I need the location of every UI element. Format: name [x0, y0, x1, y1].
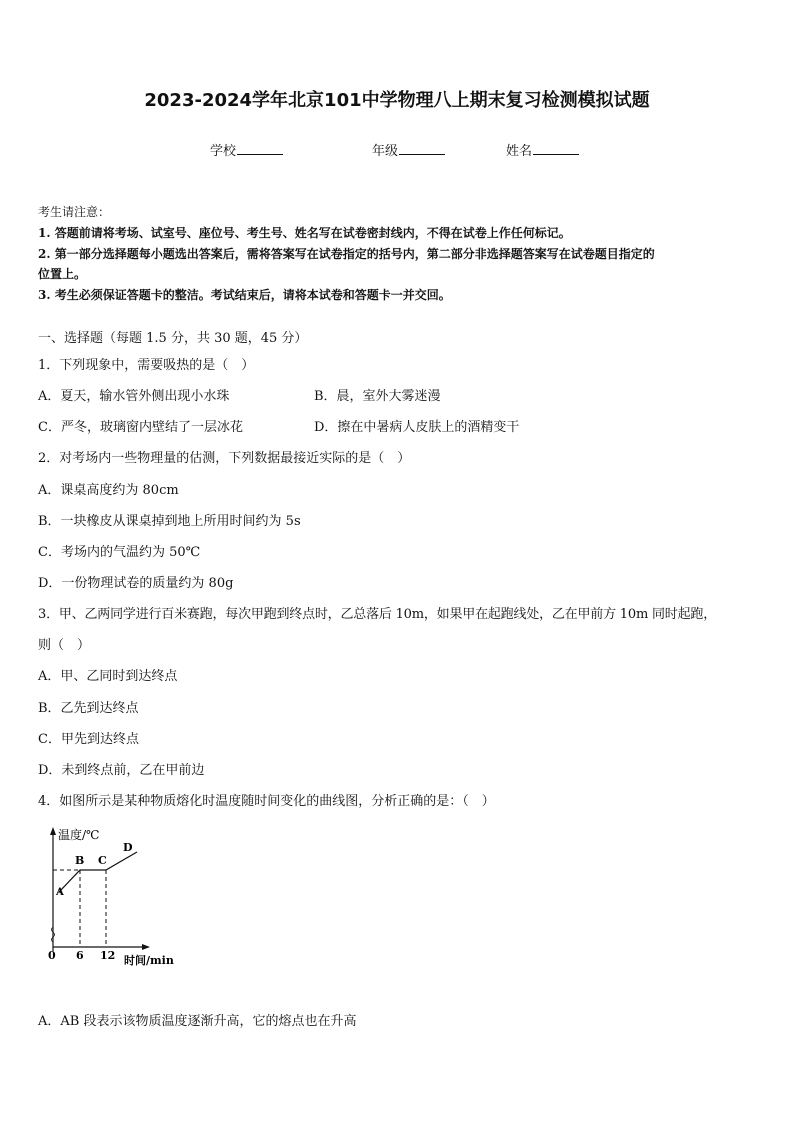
- q2-option-d: D．一份物理试卷的质量约为 80g: [38, 576, 234, 591]
- melting-curve-figure: [40, 826, 190, 975]
- q2-option-b: B．一块橡皮从课桌掉到地上所用时间约为 5s: [38, 514, 301, 529]
- notice-item-1: 1. 答题前请将考场、试室号、座位号、考生号、姓名写在试卷密封线内，不得在试卷上作任何标记。: [38, 226, 571, 240]
- y-axis-arrow-icon: [50, 827, 56, 835]
- grade-blank[interactable]: [399, 142, 445, 155]
- q1-option-b: B．晨，室外大雾迷漫: [314, 389, 441, 404]
- grade-label: 年级: [372, 144, 399, 159]
- page-title: 2023-2024学年北京101中学物理八上期末复习检测模拟试题: [144, 90, 650, 111]
- name-field: [506, 140, 579, 159]
- q1-option-c: C．严冬，玻璃窗内壁结了一层冰花: [38, 420, 243, 435]
- tick-label-12: 12: [100, 949, 116, 962]
- notice-item-2-cont: 位置上。: [38, 267, 87, 281]
- q2-option-a: A．课桌高度约为 80cm: [38, 483, 179, 498]
- point-label-d: D: [123, 841, 133, 854]
- origin-label: 0: [48, 949, 56, 962]
- school-label: 学校: [210, 144, 237, 159]
- notice-item-2: 2. 第一部分选择题每小题选出答案后，需将答案写在试卷指定的括号内，第二部分非选择题答案写在试卷题目指定的: [38, 247, 655, 261]
- q2-stem: 2．对考场内一些物理量的估测，下列数据最接近实际的是（ ）: [38, 451, 411, 466]
- q3-option-b: B．乙先到达终点: [38, 701, 139, 716]
- q4-option-a: A．AB 段表示该物质温度逐渐升高，它的熔点也在升高: [38, 1014, 357, 1029]
- tick-label-6: 6: [76, 949, 84, 962]
- point-label-c: C: [98, 854, 107, 867]
- section-heading: 一、选择题（每题 1.5 分，共 30 题，45 分）: [38, 331, 308, 346]
- notice-heading: 考生请注意：: [38, 205, 111, 219]
- q1-stem: 1．下列现象中，需要吸热的是（ ）: [38, 358, 255, 373]
- x-axis-label: 时间/min: [124, 954, 174, 967]
- name-blank[interactable]: [533, 142, 579, 155]
- x-axis-arrow-icon: [142, 944, 150, 950]
- q3-option-a: A．甲、乙同时到达终点: [38, 669, 178, 684]
- q1-option-d: D．擦在中暑病人皮肤上的酒精变干: [314, 420, 520, 435]
- point-label-b: B: [75, 854, 85, 867]
- school-field: [210, 140, 283, 159]
- y-axis-label: 温度/℃: [58, 828, 100, 842]
- q3-option-d: D．未到终点前，乙在甲前边: [38, 763, 205, 778]
- q2-option-c: C．考场内的气温约为 50℃: [38, 545, 201, 560]
- q3-stem-cont: 则（ ）: [38, 638, 91, 653]
- point-label-a: A: [56, 887, 64, 898]
- name-label: 姓名: [506, 144, 533, 159]
- q3-option-c: C．甲先到达终点: [38, 732, 139, 747]
- school-blank[interactable]: [237, 142, 283, 155]
- grade-field: [372, 140, 445, 159]
- q3-stem: 3．甲、乙两同学进行百米赛跑，每次甲跑到终点时，乙总落后 10m，如果甲在起跑线处，乙在甲前方 10m 同时起跑，: [38, 607, 717, 622]
- q1-option-a: A．夏天，输水管外侧出现小水珠: [38, 389, 230, 404]
- melting-curve-svg: [40, 826, 190, 971]
- notice-item-3: 3. 考生必须保证答题卡的整洁。考试结束后，请将本试卷和答题卡一并交回。: [38, 288, 451, 302]
- q4-stem: 4．如图所示是某种物质熔化时温度随时间变化的曲线图，分析正确的是：（ ）: [38, 794, 495, 809]
